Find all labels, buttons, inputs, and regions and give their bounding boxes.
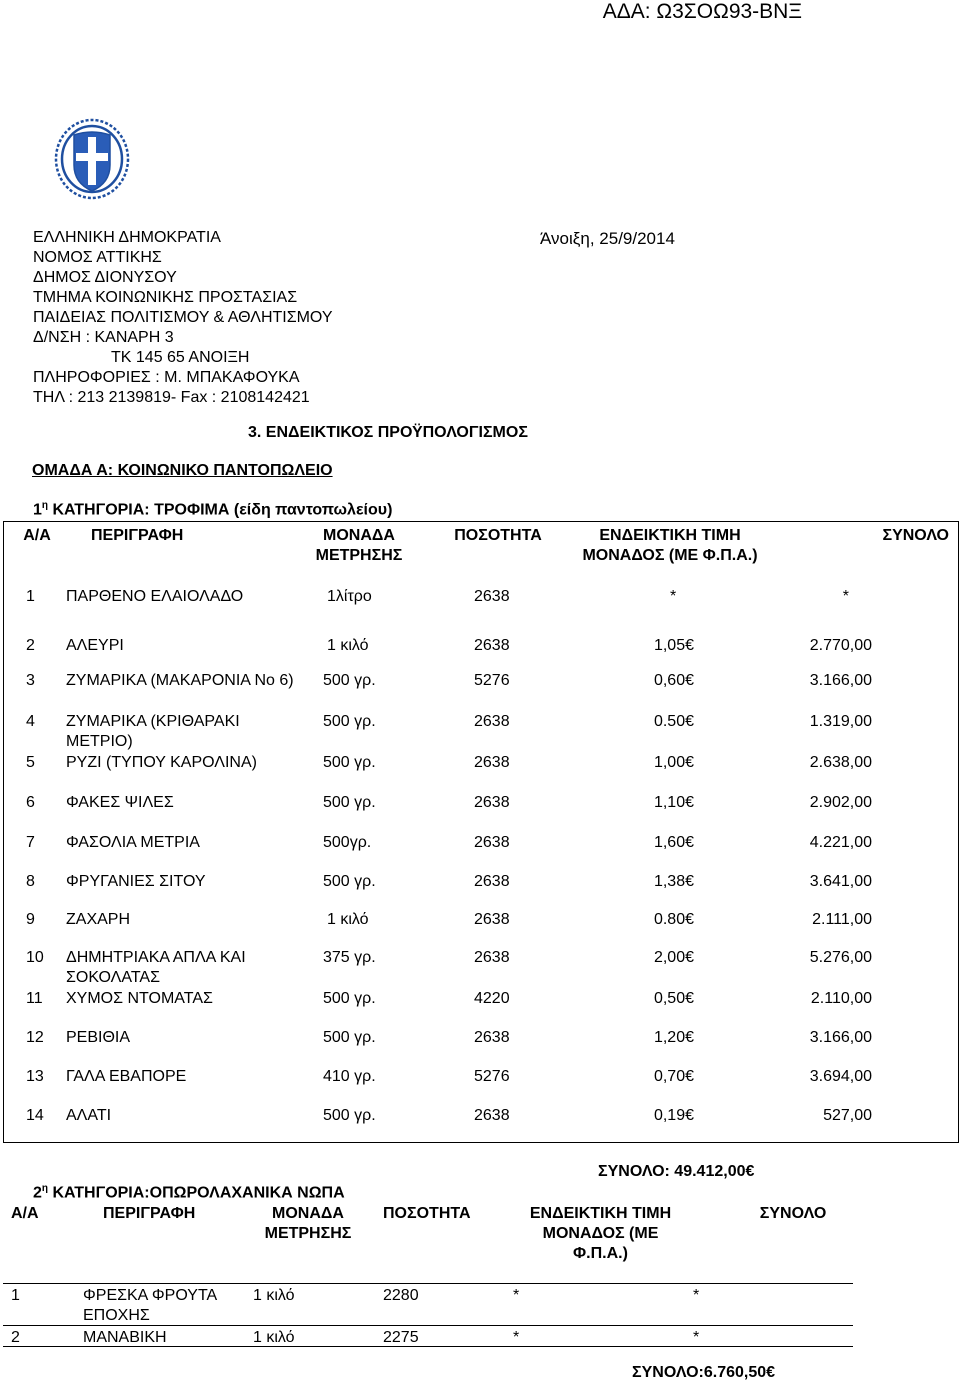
cell-qty: 2638: [474, 873, 510, 890]
euro-symbol: €: [685, 672, 694, 689]
euro-symbol: €: [685, 637, 694, 654]
cell-aa: 2: [11, 1329, 20, 1346]
cell-qty: 2638: [474, 713, 510, 730]
cell-desc: ΦΑΣΟΛΙΑ ΜΕΤΡΙΑ: [66, 834, 200, 851]
cell-total: 2.770,00: [809, 637, 872, 654]
cell-qty: 2638: [474, 1107, 510, 1124]
col-header-desc: ΠΕΡΙΓΡΑΦΗ: [91, 527, 184, 544]
cell-unit: 375 γρ.: [323, 949, 376, 966]
cell-aa: 14: [26, 1107, 44, 1124]
col-header-desc: ΠΕΡΙΓΡΑΦΗ: [103, 1205, 196, 1222]
cell-qty: 2638: [474, 588, 510, 605]
cell-total: 3.166,00: [809, 1029, 872, 1046]
col-header-aa: Α/Α: [23, 527, 51, 544]
cell-desc: ΑΛΕΥΡΙ: [66, 637, 124, 654]
cell-price: 0,60€: [653, 672, 694, 689]
euro-symbol: €: [685, 949, 694, 966]
header-line: ΤΗΛ : 213 2139819- Fax : 2108142421: [33, 389, 310, 406]
cell-total: 2.111,00: [812, 911, 872, 928]
cell-unit: 500 γρ.: [323, 713, 376, 730]
header-line: ΠΑΙΔΕΙΑΣ ΠΟΛΙΤΙΣΜΟΥ & ΑΘΛΗΤΙΣΜΟΥ: [33, 309, 333, 326]
cell-qty: 2638: [474, 949, 510, 966]
cell-price: 1,20€: [653, 1029, 694, 1046]
cell-unit: 500 γρ.: [323, 990, 376, 1007]
euro-symbol: €: [685, 911, 694, 928]
cell-total: 4.221,00: [809, 834, 872, 851]
euro-symbol: €: [685, 990, 694, 1007]
ada-code: ΑΔΑ: Ω3ΣΟΩ93-ΒΝΞ: [602, 0, 802, 23]
category-1-total: ΣΥΝΟΛΟ: 49.412,00€: [598, 1163, 755, 1180]
header-line: Δ/ΝΣΗ : ΚΑΝΑΡΗ 3: [33, 329, 174, 346]
cell-price: 1,38€: [653, 873, 694, 890]
euro-symbol: €: [685, 754, 694, 771]
col-header-unit: ΜΟΝΑΔΑ ΜΕΤΡΗΣΗΣ: [264, 1205, 352, 1242]
cell-price: *: [670, 588, 677, 605]
cell-desc: ΡΕΒΙΘΙΑ: [66, 1029, 131, 1046]
category-2-heading: $2^\eta$ ΚΑΤΗΓΟΡΙΑ:ΟΠΩΡΟΛΑΧΑΝΙΚΑ ΝΩΠΑ: [33, 1183, 345, 1202]
cell-unit: 1 κιλό: [253, 1329, 295, 1346]
cell-unit: 500 γρ.: [323, 672, 376, 689]
cell-price: 0,50€: [653, 990, 694, 1007]
cell-aa: 11: [26, 990, 43, 1007]
cell-unit: 500 γρ.: [323, 1029, 376, 1046]
cell-aa: 12: [26, 1029, 44, 1046]
euro-symbol: €: [685, 1068, 694, 1085]
cell-unit: 500 γρ.: [323, 794, 376, 811]
category-2-total: ΣΥΝΟΛΟ:6.760,50€: [632, 1364, 776, 1381]
cell-desc: ΦΡΥΓΑΝΙΕΣ ΣΙΤΟΥ: [66, 873, 206, 890]
cell-total: *: [693, 1287, 700, 1304]
cell-desc: ΓΑΛΑ ΕΒΑΠΟΡΕ: [66, 1068, 187, 1085]
cell-qty: 2638: [474, 754, 510, 771]
cell-desc: ΦΑΚΕΣ ΨΙΛΕΣ: [66, 794, 174, 811]
cell-unit: 500γρ.: [323, 834, 372, 851]
cell-total: *: [693, 1329, 700, 1346]
cell-qty: 5276: [474, 672, 510, 689]
cell-price: 2,00€: [653, 949, 694, 966]
cell-desc: ΠΑΡΘΕΝΟ ΕΛΑΙΟΛΑΔΟ: [66, 588, 244, 605]
cell-aa: 6: [26, 794, 35, 811]
cell-qty: 2638: [474, 637, 510, 654]
euro-symbol: €: [685, 794, 694, 811]
header-line: ΝΟΜΟΣ ΑΤΤΙΚΗΣ: [33, 249, 162, 266]
cell-price: 1,05€: [653, 637, 694, 654]
cell-total: 2.902,00: [809, 794, 872, 811]
cell-aa: 10: [26, 949, 44, 966]
col-header-price: ΕΝΔΕΙΚΤΙΚΗ ΤΙΜΗ ΜΟΝΑΔΟΣ (ΜΕ Φ.Π.Α.): [582, 527, 758, 564]
header-line: ΤΚ 145 65 ΑΝΟΙΞΗ: [111, 349, 250, 366]
cell-price: *: [513, 1287, 520, 1304]
header-line: ΕΛΛΗΝΙΚΗ ΔΗΜΟΚΡΑΤΙΑ: [33, 229, 221, 246]
euro-symbol: €: [685, 834, 694, 851]
cell-price: 1,10€: [653, 794, 694, 811]
cell-price: 0.80€: [653, 911, 694, 928]
cell-total: 2.638,00: [809, 754, 872, 771]
cell-desc: ΖΑΧΑΡΗ: [66, 911, 131, 928]
cell-aa: 4: [26, 713, 35, 730]
cell-unit: 500 γρ.: [323, 873, 376, 890]
header-line: ΠΛΗΡΟΦΟΡΙΕΣ : Μ. ΜΠΑΚΑΦΟΥΚΑ: [33, 369, 300, 386]
cell-unit: 1 κιλό: [327, 911, 369, 928]
category-2-table: [3, 1204, 957, 1347]
cell-aa: 7: [26, 834, 35, 851]
cell-qty: 2638: [474, 1029, 510, 1046]
cell-total: 3.641,00: [809, 873, 872, 890]
cell-qty: 2638: [474, 834, 510, 851]
cell-desc: ΖΥΜΑΡΙΚΑ (ΜΑΚΑΡΟΝΙΑ Νο 6): [66, 672, 294, 689]
category-1-table: [3, 521, 959, 1143]
cell-price: 0,19€: [653, 1107, 694, 1124]
category-1-heading: $1^\eta$ ΚΑΤΗΓΟΡΙΑ: ΤΡΟΦΙΜΑ (είδη παντοπωλείου): [33, 500, 393, 519]
group-heading: ΟΜΑΔΑ Α: ΚΟΙΝΩΝΙΚΟ ΠΑΝΤΟΠΩΛΕΙΟ: [32, 462, 333, 479]
cell-aa: 3: [26, 672, 35, 689]
cell-unit: 500 γρ.: [323, 754, 376, 771]
col-header-qty: ΠΟΣΟΤΗΤΑ: [454, 527, 542, 544]
col-header-total: ΣΥΝΟΛΟ: [759, 1205, 827, 1222]
cell-price: 0,70€: [653, 1068, 694, 1085]
cell-price: 0.50€: [653, 713, 694, 730]
header-line: ΤΜΗΜΑ ΚΟΙΝΩΝΙΚΗΣ ΠΡΟΣΤΑΣΙΑΣ: [33, 289, 298, 306]
cell-qty: 2638: [474, 911, 510, 928]
cell-desc: ΖΥΜΑΡΙΚΑ (ΚΡΙΘΑΡΑΚΙ ΜΕΤΡΙΟ): [66, 713, 240, 750]
cell-qty: 2280: [383, 1287, 419, 1304]
cell-qty: 5276: [474, 1068, 510, 1085]
cell-total: 3.694,00: [809, 1068, 872, 1085]
cell-unit: 1 κιλό: [327, 637, 369, 654]
cell-qty: 2638: [474, 794, 510, 811]
cell-aa: 8: [26, 873, 35, 890]
cell-aa: 9: [26, 911, 35, 928]
cell-unit: 500 γρ.: [323, 1107, 376, 1124]
cell-aa: 1: [11, 1287, 20, 1304]
cell-total: 2.110,00: [810, 990, 872, 1007]
greek-state-emblem-icon: [52, 115, 132, 201]
cell-desc: ΦΡΕΣΚΑ ΦΡΟΥΤΑ ΕΠΟΧΗΣ: [83, 1287, 217, 1324]
euro-symbol: €: [685, 713, 694, 730]
cell-qty: 4220: [474, 990, 510, 1007]
cell-desc: ΜΑΝΑΒΙΚΗ: [83, 1329, 167, 1346]
cell-price: 1,00€: [653, 754, 694, 771]
header-line: ΔΗΜΟΣ ΔΙΟΝΥΣΟΥ: [33, 269, 177, 286]
euro-symbol: €: [685, 873, 694, 890]
cell-total: *: [842, 588, 849, 605]
cell-aa: 13: [26, 1068, 44, 1085]
divider: [3, 1283, 853, 1284]
cell-price: 1,60€: [653, 834, 694, 851]
cell-aa: 1: [26, 588, 35, 605]
document-title: 3. ΕΝΔΕΙΚΤΙΚΟΣ ΠΡΟΫΠΟΛΟΓΙΣΜΟΣ: [248, 424, 528, 441]
euro-symbol: €: [685, 1107, 694, 1124]
cell-desc: ΔΗΜΗΤΡΙΑΚΑ ΑΠΛΑ ΚΑΙ ΣΟΚΟΛΑΤΑΣ: [66, 949, 246, 986]
cell-desc: ΡΥΖΙ (ΤΥΠΟΥ ΚΑΡΟΛΙΝΑ): [66, 754, 257, 771]
col-header-aa: Α/Α: [11, 1205, 39, 1222]
col-header-total: ΣΥΝΟΛΟ: [882, 527, 949, 544]
document-date: Άνοιξη, 25/9/2014: [540, 229, 675, 248]
cell-unit: 1λίτρο: [327, 588, 372, 605]
cell-total: 527,00: [823, 1107, 872, 1124]
cell-desc: ΑΛΑΤΙ: [66, 1107, 112, 1124]
cell-unit: 1 κιλό: [253, 1287, 295, 1304]
cell-total: 3.166,00: [809, 672, 872, 689]
cell-aa: 2: [26, 637, 35, 654]
cell-qty: 2275: [383, 1329, 419, 1346]
col-header-qty: ΠΟΣΟΤΗΤΑ: [383, 1205, 471, 1222]
cell-aa: 5: [26, 754, 35, 771]
cell-price: *: [513, 1329, 520, 1346]
cell-total: 1.319,00: [809, 713, 872, 730]
euro-symbol: €: [685, 1029, 694, 1046]
cell-total: 5.276,00: [809, 949, 872, 966]
col-header-unit: ΜΟΝΑΔΑ ΜΕΤΡΗΣΗΣ: [315, 527, 403, 564]
cell-unit: 410 γρ.: [323, 1068, 376, 1085]
cell-desc: ΧΥΜΟΣ ΝΤΟΜΑΤΑΣ: [66, 990, 213, 1007]
col-header-price: ΕΝΔΕΙΚΤΙΚΗ ΤΙΜΗ ΜΟΝΑΔΟΣ (ΜΕ Φ.Π.Α.): [529, 1205, 672, 1262]
